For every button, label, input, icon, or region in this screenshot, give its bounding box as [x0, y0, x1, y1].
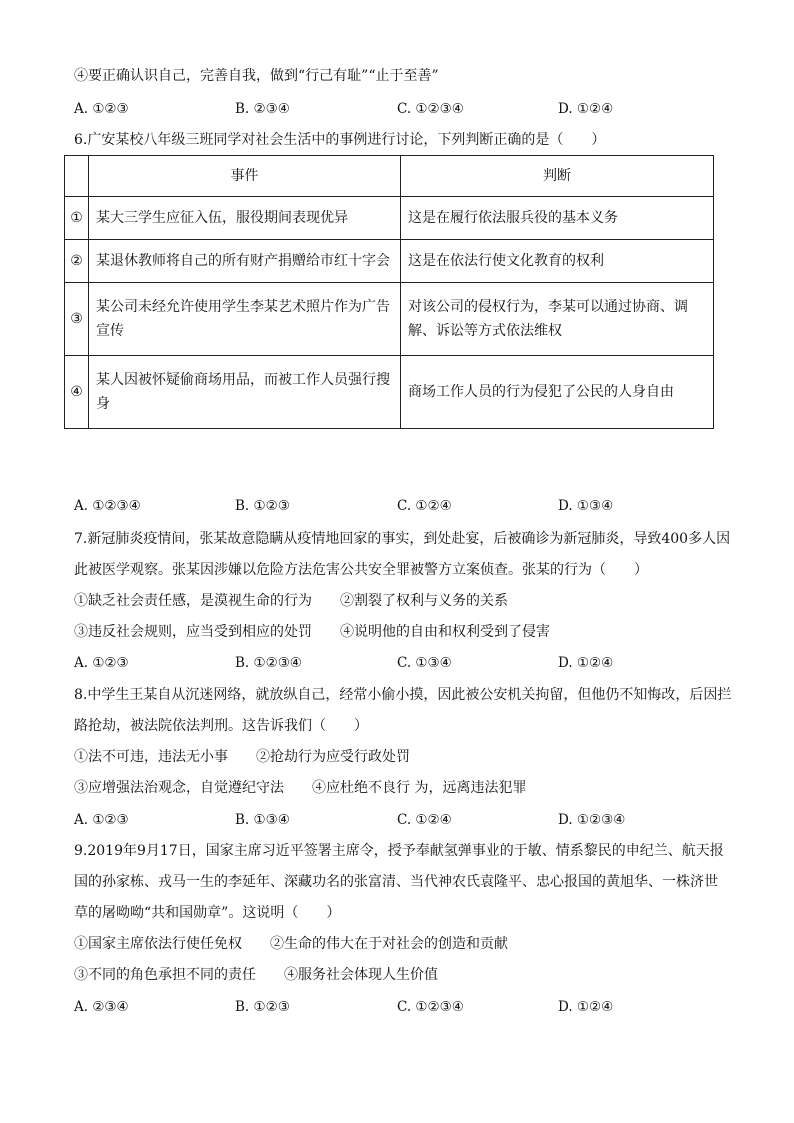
table-row — [65, 283, 714, 356]
q8-stem-line-1: 8.中学生王某自从沉迷网络，就放纵自己，经常小偷小摸，因此被公安机关拘留，但他仍不知悔改，后因拦 — [74, 687, 732, 703]
q7-option-d: D. ①②④ — [558, 655, 614, 671]
table-row — [65, 240, 714, 283]
q9-items-line-2: ③不同的角色承担不同的责任 ④服务社会体现人生价值 — [74, 967, 438, 983]
q6-option-a: A. ①②③④ — [74, 498, 141, 514]
header-num-cell — [65, 156, 89, 197]
q9-option-d: D. ①②④ — [558, 999, 614, 1015]
q7-options — [74, 654, 734, 672]
q8-items-line-2: ③应增强法治观念，自觉遵纪守法 ④应杜绝不良行 为，远离违法犯罪 — [74, 780, 527, 796]
row-judgment — [401, 283, 714, 356]
row-event — [89, 283, 401, 356]
row-num: ③ — [65, 283, 89, 356]
row-event-line-1: 某公司未经允许使用学生李某艺术照片作为广告 — [96, 299, 390, 315]
header-event-cell: 事件 — [89, 156, 401, 197]
q5-option-d: D. ①②④ — [558, 101, 614, 117]
row-event-line-2: 身 — [96, 396, 110, 412]
q9-stem-line-3: 草的屠呦呦“共和国勋章”。这说明（ ） — [74, 905, 341, 921]
q6-option-d: D. ①③④ — [558, 498, 614, 514]
row-event: 某退休教师将自己的所有财产捐赠给市红十字会 — [89, 240, 401, 283]
row-event-line-2: 宣传 — [96, 323, 124, 339]
q9-stem-line-2: 国的孙家栋、戎马一生的李延年、深藏功名的张富清、当代神农氏袁隆平、忠心报国的黄旭华、一株济世 — [74, 874, 718, 890]
q7-option-c: C. ①③④ — [397, 655, 452, 671]
q9-items-line-1: ①国家主席依法行使任免权 ②生命的伟大在于对社会的创造和贡献 — [74, 936, 508, 952]
q7-stem-line-2: 此被医学观察。张某因涉嫌以危险方法危害公共安全罪被警方立案侦查。张某的行为（ ） — [74, 562, 648, 578]
q5-option-a: A. ①②③ — [74, 101, 129, 117]
table-row — [65, 197, 714, 240]
q7-option-b: B. ①②③④ — [235, 655, 302, 671]
q9-option-a: A. ②③④ — [74, 999, 129, 1015]
q8-option-c: C. ①②④ — [397, 812, 452, 828]
row-judgment-line-1: 对该公司的侵权行为，李某可以通过协商、调 — [408, 299, 688, 315]
row-event — [89, 356, 401, 429]
q9-option-c: C. ①②③④ — [397, 999, 464, 1015]
q7-items-line-1: ①缺乏社会责任感，是漠视生命的行为 ②割裂了权利与义务的关系 — [74, 593, 508, 609]
table-header-row — [65, 156, 714, 197]
q9-stem-line-1: 9.2019年9月17日，国家主席习近平签署主席令，授予奉献氢弹事业的于敏、情系黎民的申纪兰、航天报 — [74, 843, 724, 859]
q9-option-b: B. ①②③ — [235, 999, 290, 1015]
q7-items-line-2: ③违反社会规则，应当受到相应的处罚 ④说明他的自由和权利受到了侵害 — [74, 624, 550, 640]
q7-option-a: A. ①②③ — [74, 655, 129, 671]
q5-option-b: B. ②③④ — [235, 101, 290, 117]
q6-options — [74, 497, 734, 515]
q8-option-d: D. ①②③④ — [558, 812, 626, 828]
q8-option-b: B. ①③④ — [235, 812, 290, 828]
row-judgment: 这是在履行依法服兵役的基本义务 — [401, 197, 714, 240]
row-num: ② — [65, 240, 89, 283]
q8-options — [74, 811, 734, 829]
table-row — [65, 356, 714, 429]
q8-items-line-1: ①法不可违，违法无小事 ②抢劫行为应受行政处罚 — [74, 749, 410, 765]
q8-stem-line-2: 路抢劫，被法院依法判刑。这告诉我们（ ） — [74, 718, 368, 734]
q7-stem-line-1: 7.新冠肺炎疫情间，张某故意隐瞒从疫情地回家的事实，到处赴宴，后被确诊为新冠肺炎，导致400多人因 — [74, 531, 731, 547]
q6-option-b: B. ①②③ — [235, 498, 290, 514]
q9-options — [74, 998, 734, 1016]
row-judgment: 这是在依法行使文化教育的权利 — [401, 240, 714, 283]
row-judgment: 商场工作人员的行为侵犯了公民的人身自由 — [401, 356, 714, 429]
q5-item-4: ④要正确认识自己，完善自我，做到“行己有耻”“止于至善” — [74, 68, 439, 84]
q5-options — [74, 100, 734, 118]
q5-option-c: C. ①②③④ — [397, 101, 464, 117]
q6-option-c: C. ①②④ — [397, 498, 452, 514]
q8-option-a: A. ①②③ — [74, 812, 129, 828]
row-event: 某大三学生应征入伍，服役期间表现优异 — [89, 197, 401, 240]
q6-events-table — [64, 155, 714, 429]
header-judgment-cell: 判断 — [401, 156, 714, 197]
row-event-line-1: 某人因被怀疑偷商场用品，而被工作人员强行搜 — [96, 372, 390, 388]
row-num: ① — [65, 197, 89, 240]
row-num: ④ — [65, 356, 89, 429]
q6-stem: 6.广安某校八年级三班同学对社会生活中的事例进行讨论，下列判断正确的是（ ） — [74, 132, 606, 148]
row-judgment-line-2: 解、诉讼等方式依法维权 — [408, 323, 562, 339]
